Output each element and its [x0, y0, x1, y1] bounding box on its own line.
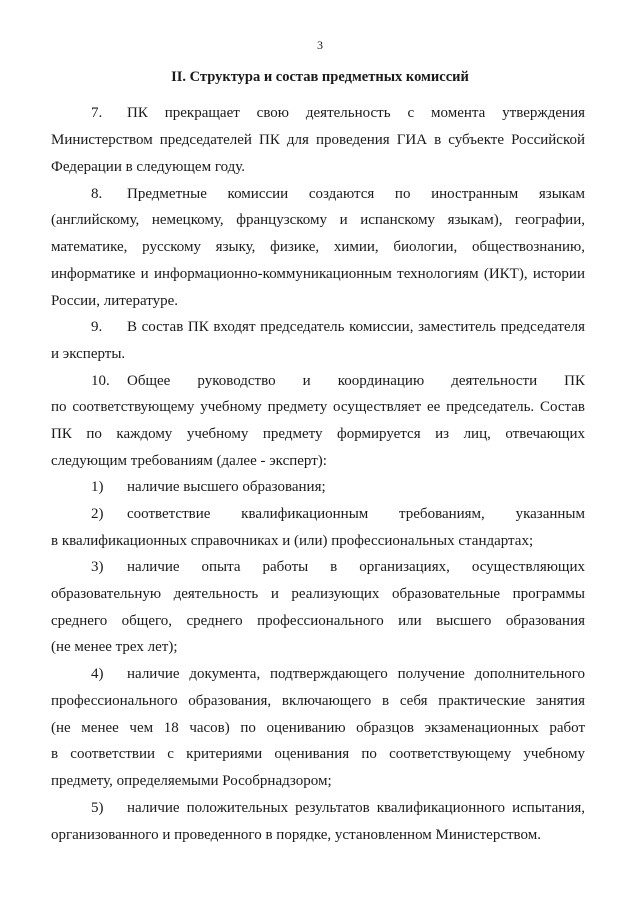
- paragraph-line: по соответствующему учебному предмету осуществляет ее председатель. Состав: [51, 399, 585, 415]
- paragraph-line: и эксперты.: [51, 346, 126, 362]
- list-item-text: наличие документа, подтверждающего получение дополнительного: [127, 666, 585, 682]
- list-item-line: предмету, определяемыми Рособрнадзором;: [51, 773, 332, 789]
- list-item-line: образовательную деятельность и реализующих образовательные программы: [51, 586, 585, 602]
- paragraph-line: России, литературе.: [51, 293, 178, 309]
- paragraph-line: Министерством председателей ПК для проведения ГИА в субъекте Российской: [51, 132, 585, 148]
- list-item-number: 4): [91, 666, 104, 682]
- list-item-line: в соответствии с критериями оценивания по соответствующему учебному: [51, 746, 585, 762]
- list-item-text: соответствие квалификационным требованиям, указанным: [127, 506, 585, 522]
- list-item-number: 1): [91, 479, 104, 495]
- list-item-line: в квалификационных справочниках и (или) профессиональных стандартах;: [51, 533, 534, 549]
- list-item-number: 5): [91, 800, 104, 816]
- section-title: II. Структура и состав предметных комиссий: [171, 69, 469, 85]
- paragraph-number: 7.: [91, 105, 103, 121]
- paragraph-number: 8.: [91, 186, 103, 202]
- paragraph-line: следующим требованиям (далее - эксперт):: [51, 453, 327, 469]
- list-item-line: профессионального образования, включающего в себя практические занятия: [51, 693, 585, 709]
- list-item-text: наличие опыта работы в организациях, осуществляющих: [127, 559, 585, 575]
- paragraph-line: ПК по каждому учебному предмету формируется из лиц, отвечающих: [51, 426, 585, 442]
- paragraph-text: Общее руководство и координацию деятельности ПК: [127, 373, 585, 389]
- paragraph-text: Предметные комиссии создаются по иностранным языкам: [127, 186, 585, 202]
- paragraph-line: информатике и информационно-коммуникационным технологиям (ИКТ), истории: [51, 266, 585, 282]
- paragraph-line: (английскому, немецкому, французскому и испанскому языкам), географии,: [51, 212, 585, 228]
- paragraph-line: Федерации в следующем году.: [51, 159, 246, 175]
- paragraph-number: 9.: [91, 319, 103, 335]
- paragraph-text: ПК прекращает свою деятельность с момента утверждения: [127, 105, 585, 121]
- paragraph-text: В состав ПК входят председатель комиссии, заместитель председателя: [127, 319, 585, 335]
- page-number: 3: [317, 38, 323, 52]
- list-item-line: среднего общего, среднего профессионального или высшего образования: [51, 613, 585, 629]
- list-item-number: 3): [91, 559, 104, 575]
- list-item-text: наличие высшего образования;: [127, 479, 326, 495]
- list-item-number: 2): [91, 506, 104, 522]
- list-item-line: (не менее трех лет);: [51, 639, 178, 655]
- list-item-line: организованного и проведенного в порядке, установленном Министерством.: [51, 827, 541, 843]
- paragraph-line: математике, русскому языку, физике, химии, биологии, обществознанию,: [51, 239, 585, 255]
- paragraph-number: 10.: [91, 373, 110, 389]
- list-item-text: наличие положительных результатов квалификационного испытания,: [127, 800, 585, 816]
- list-item-line: (не менее чем 18 часов) по оцениванию образцов экзаменационных работ: [51, 720, 585, 736]
